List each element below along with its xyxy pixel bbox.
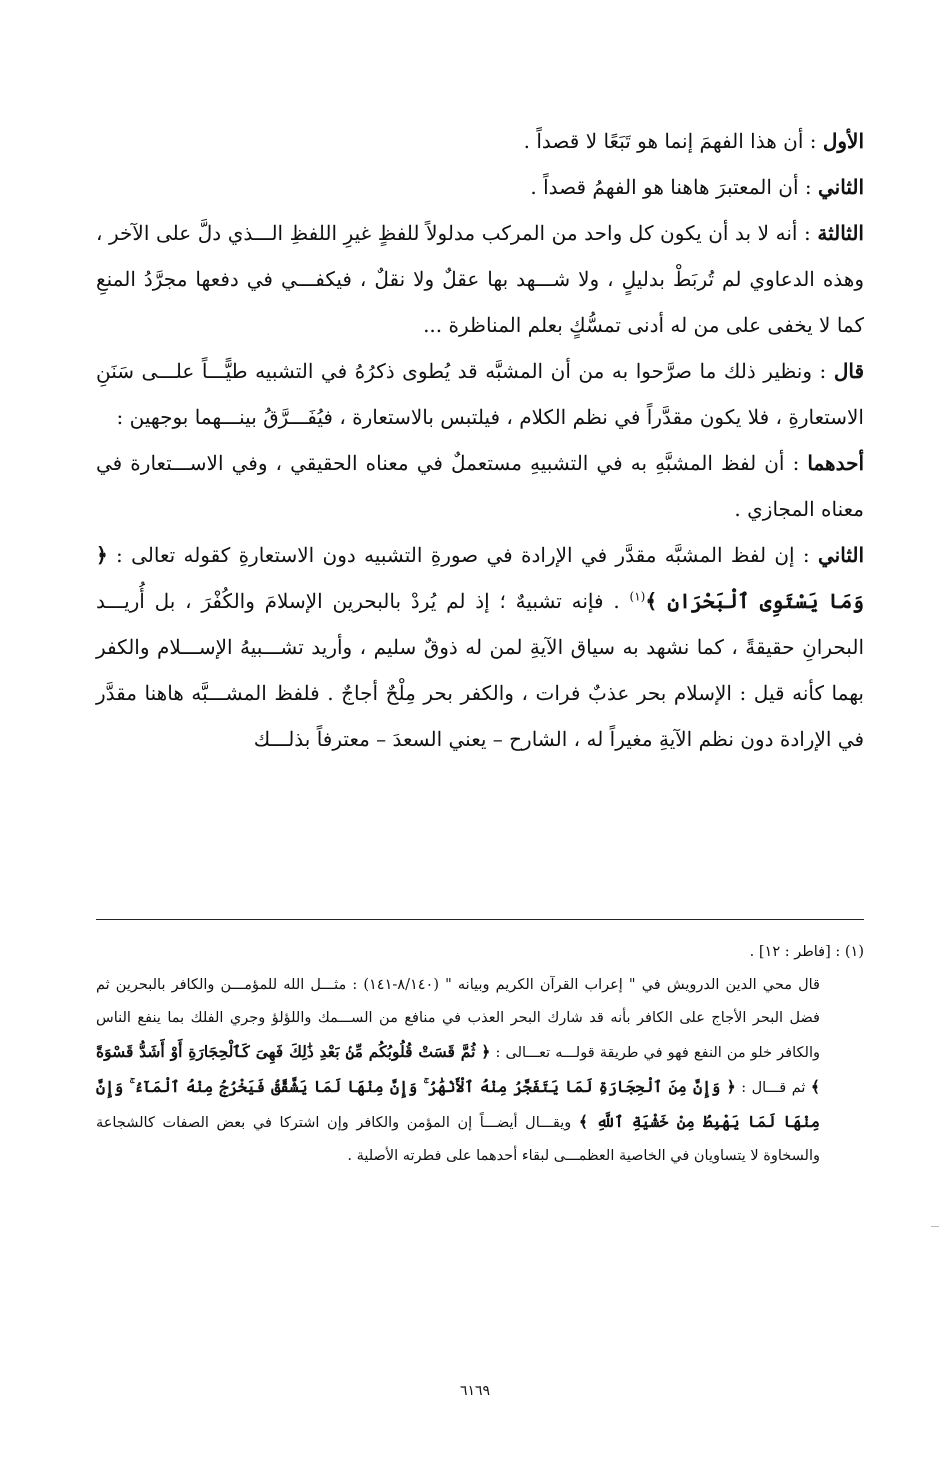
- paragraph-third: [96, 210, 864, 348]
- quran-verse: ﴿ وَإِنَّ مِنَ ٱلْحِجَارَةِ لَمَا يَتَفَجَّرُ مِنْهُ ٱلْأَنْهَٰرُ ۚ وَإِنَّ مِنْهَا لَمَا يَشَّقَّقُ فَيَخْرُجُ مِنْهُ ٱلْمَآءُ ۚ وَإِنَّ مِنْهَا لَمَا يَهْبِطُ مِنْ خَشْيَةِ ٱللَّهِ ﴾: [96, 1077, 820, 1131]
- footnote-text: قال محي الدين الدرويش في " إعراب القرآن الكريم وبيانه " (٨/١٤٠-١٤١) : مثـــل الله للمؤمـــن والكافر بالبحرين ثم فضل البحر الأجاج على الكافر بأنه قد شارك البحر العذب في منافع من الســـمك واللؤلؤ وجري الفلك بما ينفع الناس والكافر خلو من النفع فهو في طريقة قولـــه تعـــالى :: [96, 977, 820, 1061]
- paragraph-text: : أنه لا بد أن يكون كل واحد من المركب مدلولاً للفظٍ غيرِ اللفظِ الـــذي دلَّ على الآخر ، وهذه الدعاوي لم تُربَطْ بدليلٍ ، ولا شـــهد بها عقلٌ ولا نقلٌ ، فيكفـــي في دفعها مجرَّدُ المنعِ كما لا يخفى على من له أدنى تمسُّكٍ بعلم المناظرة ...: [96, 221, 864, 337]
- paragraph-qal: [96, 348, 864, 440]
- footnote-reference[interactable]: (١): [629, 589, 646, 604]
- paragraph-label: الثالثة: [817, 221, 864, 245]
- paragraph-text: : ونظير ذلك ما صرَّحوا به من أن المشبَّه قد يُطوى ذكرُهُ في التشبيه طيًّـــاً علـــى سَنَنِ الاستعارةِ ، فلا يكون مقدَّراً في نظم الكلام ، فيلتبس بالاستعارة ، فيُفَـــرَّقُ بينـــهما بوجهين :: [96, 359, 864, 429]
- quran-verse: ﴿ وَمَا يَسْتَوِى ٱلْبَحْرَانِ ﴾: [96, 543, 864, 613]
- footnote-separator: [96, 919, 864, 920]
- paragraph-second: [96, 164, 864, 210]
- paragraph-label: قال: [833, 359, 864, 383]
- quran-verse: ﴿ ثُمَّ قَسَتْ قُلُوبُكُم مِّنۢ بَعْدِ ذَٰلِكَ فَهِىَ كَٱلْحِجَارَةِ أَوْ أَشَدُّ قَسْوَةً ﴾: [96, 1042, 820, 1096]
- footnote-commentary: [96, 969, 864, 1173]
- paragraph-label: الثاني: [817, 175, 864, 199]
- paragraph-label: الأول: [822, 129, 864, 153]
- scan-mark: [931, 1226, 939, 1227]
- paragraph-first: [96, 118, 864, 164]
- paragraph-second-way: [96, 532, 864, 762]
- footnote-text: ويقـــال أيضـــاً إن المؤمن والكافر وإن اشتركا في بعض الصفات كالشجاعة والسخاوة لا يتساويان في الخاصية العظمـــى لبقاء أحدهما على فطرته الأصلية .: [96, 1115, 820, 1164]
- paragraph-text: : أن هذا الفهمَ إنما هو تَبَعًا لا قصداً .: [523, 129, 823, 153]
- paragraph-ahaduhuma: [96, 440, 864, 532]
- page-number: ٦١٦٩: [459, 1383, 491, 1399]
- paragraph-label: الثاني: [817, 543, 864, 567]
- paragraph-text: : إن لفظ المشبَّه مقدَّر في الإرادة في صورةِ التشبيه دون الاستعارةِ كقوله تعالى :: [107, 543, 818, 567]
- footnotes: [96, 936, 864, 1173]
- footnote-text: ثم قـــال :: [735, 1080, 811, 1096]
- paragraph-text: : أن لفظ المشبَّهِ به في التشبيهِ مستعملٌ في معناه الحقيقي ، وفي الاســـتعارة في معناه المجازي .: [96, 451, 864, 521]
- paragraph-text: : أن المعتبرَ هاهنا هو الفهمُ قصداً .: [530, 175, 818, 199]
- paragraph-text: . فإنه تشبيهٌ ؛ إذ لم يُردْ بالبحرين الإسلامَ والكُفْرَ ، بل أُريـــد البحرانِ حقيقةً ، كما نشهد به سياق الآيةِ لمن له ذوقٌ سليم ، وأريد تشـــبيهُ الإســـلام والكفر بهما كأنه قيل : الإسلام بحر عذبٌ فرات ، والكفر بحر مِلْحٌ أجاجٌ . فلفظ المشـــبَّه هاهنا مقدَّر في الإرادة دون نظم الآيةِ مغيراً له ، الشارح – يعني السعدَ – معترفاً بذلـــك: [96, 589, 864, 751]
- paragraph-label: أحدهما: [807, 451, 865, 475]
- footnote-1: (١) : [فاطر : ١٢] .: [749, 944, 864, 960]
- main-text: [96, 118, 864, 762]
